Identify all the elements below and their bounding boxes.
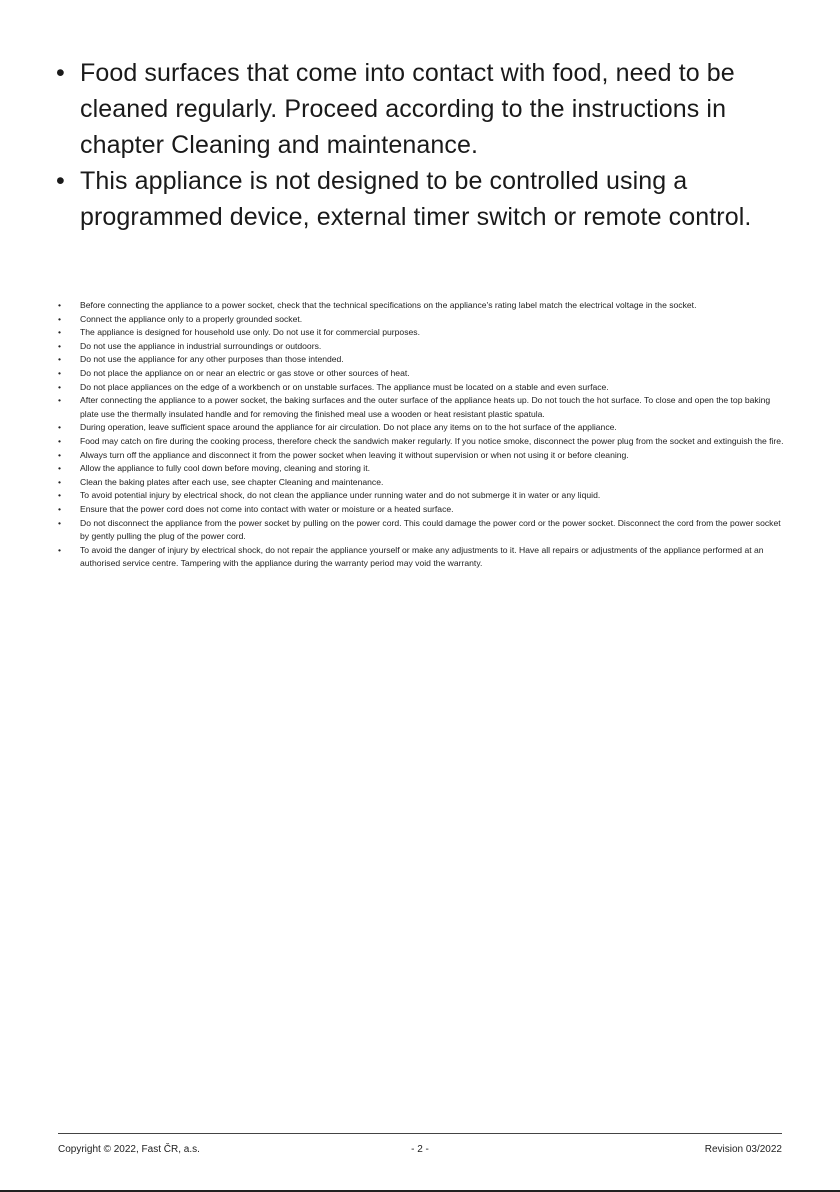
list-item [58,544,788,571]
list-item-text: After connecting the appliance to a power socket, the baking surfaces and the outer surface of the appliance heats up. Do not touch the hot surface. To close and open the top baking plate use the thermally insulated handle and for removing the finished meal use a wooden or heat resistant plastic spatula. [80,395,771,419]
list-item-text: During operation, leave sufficient space around the appliance for air circulation. Do not place any items on to the hot surface of the appliance. [80,422,617,433]
list-item [58,476,788,490]
list-item-text: Clean the baking plates after each use, see chapter Cleaning and maintenance. [80,476,384,487]
bullet-icon: • [58,327,62,338]
list-item [58,367,788,381]
bullet-icon: • [58,544,62,555]
footer-revision: Revision 03/2022 [704,1144,782,1155]
bullet-icon: • [58,313,62,324]
safety-list-large [56,55,796,235]
list-item-text: Ensure that the power cord does not come into contact with water or moisture or a heated surface. [80,503,454,514]
bullet-icon: • [58,503,62,514]
list-item-text: Do not disconnect the appliance from the power socket by pulling on the power cord. This could damage the power cord or the power socket. Disconnect the cord from the power socket by gently pulling the plug of the power cord. [80,517,781,542]
list-item [58,340,788,354]
bullet-icon: • [58,395,62,406]
bullet-icon: • [58,449,62,460]
footer-page-number: - 2 - [411,1144,429,1155]
list-item-text: Allow the appliance to fully cool down before moving, cleaning and storing it. [80,463,370,474]
bullet-icon: • [58,490,62,501]
list-item-text: Connect the appliance only to a properly grounded socket. [80,313,303,324]
list-item [58,381,788,395]
list-item [58,449,788,463]
list-item-text: Food may catch on fire during the cooking process, therefore check the sandwich maker regularly. If you notice smoke, disconnect the power plug from the socket and extinguish the fire. [80,435,784,446]
list-item [58,421,788,435]
list-item-text: The appliance is designed for household use only. Do not use it for commercial purposes. [80,327,420,338]
list-item [58,353,788,367]
bullet-icon: • [58,422,62,433]
bullet-icon: • [58,367,62,378]
list-item [58,313,788,327]
list-item [58,503,788,517]
bullet-icon: • [58,381,62,392]
list-item-text: To avoid the danger of injury by electrical shock, do not repair the appliance yourself or make any adjustments to it. Have all repairs or adjustments of the appliance performed at an authorised service centre. Tampering with the appliance during the warranty period may void the warranty. [80,544,764,569]
list-item-text: Do not use the appliance for any other purposes than those intended. [80,354,344,365]
list-item [56,55,796,163]
list-item-text: Do not use the appliance in industrial surroundings or outdoors. [80,340,322,351]
bullet-icon: • [56,59,65,87]
list-item-text: Do not place the appliance on or near an electric or gas stove or other sources of heat. [80,367,410,378]
bullet-icon: • [56,167,65,195]
list-item-text: This appliance is not designed to be controlled using a programmed device, external timer switch or remote control. [80,167,752,231]
list-item-text: Do not place appliances on the edge of a workbench or on unstable surfaces. The appliance must be located on a stable and even surface. [80,381,609,392]
list-item [58,435,788,449]
bullet-icon: • [58,354,62,365]
footer-copyright: Copyright © 2022, Fast ČR, a.s. [58,1144,200,1155]
list-item-text: Always turn off the appliance and disconnect it from the power socket when leaving it without supervision or when not using it or before cleaning. [80,449,629,460]
list-item [58,299,788,313]
list-item-text: Before connecting the appliance to a power socket, check that the technical specifications on the appliance's rating label match the electrical voltage in the socket. [80,300,697,310]
safety-list-small [58,299,788,571]
bullet-icon: • [58,476,62,487]
list-item [58,394,788,421]
list-item [58,326,788,340]
list-item [58,489,788,503]
page-footer [58,1133,782,1164]
bullet-icon: • [58,517,62,528]
bullet-icon: • [58,340,62,351]
bullet-icon: • [58,463,62,474]
list-item [58,517,788,544]
bullet-icon: • [58,435,62,446]
list-item-text: To avoid potential injury by electrical shock, do not clean the appliance under running water and do not submerge it in water or any liquid. [80,490,601,501]
bullet-icon: • [58,300,62,310]
list-item [58,462,788,476]
list-item-text: Food surfaces that come into contact with food, need to be cleaned regularly. Proceed according to the instructions in chapter Cleaning and maintenance. [80,59,735,159]
list-item [56,163,796,235]
